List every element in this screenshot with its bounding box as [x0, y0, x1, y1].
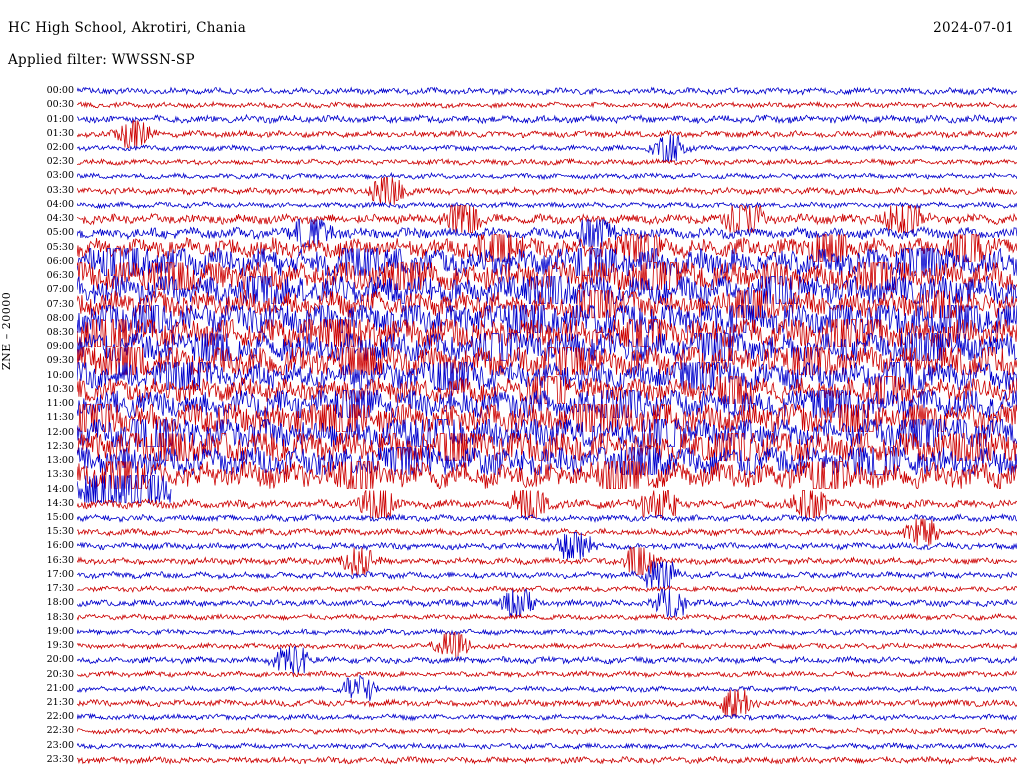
- time-tick-label: 02:00: [46, 142, 74, 154]
- time-tick-label: 13:30: [46, 469, 74, 481]
- time-tick-label: 03:00: [46, 170, 74, 182]
- time-tick-label: 19:30: [46, 640, 74, 652]
- time-tick-label: 00:30: [46, 99, 74, 111]
- time-tick-label: 14:00: [46, 483, 74, 495]
- time-tick-label: 12:30: [46, 440, 74, 452]
- time-tick-label: 18:30: [46, 611, 74, 623]
- time-tick-label: 08:00: [46, 312, 74, 324]
- time-tick-label: 05:30: [46, 241, 74, 253]
- time-tick-label: 10:30: [46, 383, 74, 395]
- applied-filter-label: Applied filter: WWSSN-SP: [8, 52, 195, 68]
- time-tick-label: 22:30: [46, 725, 74, 737]
- time-tick-label: 07:30: [46, 298, 74, 310]
- time-tick-label: 03:30: [46, 184, 74, 196]
- time-tick-label: 00:00: [46, 85, 74, 97]
- time-tick-label: 17:00: [46, 568, 74, 580]
- page-title: HC High School, Akrotiri, Chania: [8, 20, 247, 36]
- time-tick-label: 23:30: [46, 753, 74, 765]
- time-tick-label: 07:00: [46, 284, 74, 296]
- time-tick-label: 01:00: [46, 113, 74, 125]
- time-tick-label: 05:00: [46, 227, 74, 239]
- time-tick-label: 02:30: [46, 156, 74, 168]
- time-tick-label: 21:30: [46, 696, 74, 708]
- time-tick-label: 15:30: [46, 526, 74, 538]
- time-tick-label: 08:30: [46, 327, 74, 338]
- time-tick-label: 21:00: [46, 682, 74, 694]
- time-tick-label: 23:00: [46, 739, 74, 751]
- time-tick-label: 09:00: [46, 341, 74, 353]
- time-tick-label: 04:00: [46, 198, 74, 210]
- time-tick-label: 12:00: [46, 426, 74, 438]
- time-tick-label: 06:30: [46, 270, 74, 282]
- time-tick-label: 11:00: [46, 398, 74, 410]
- time-tick-label: 06:00: [46, 255, 74, 267]
- time-tick-label: 16:30: [46, 554, 74, 566]
- time-axis-ticks: [0, 84, 74, 767]
- seismic-trace: [77, 746, 1017, 774]
- time-tick-label: 13:00: [46, 455, 74, 467]
- y-axis-label-text: ZNE – 20000: [0, 291, 13, 370]
- time-tick-label: 04:30: [46, 213, 74, 225]
- time-tick-label: 15:00: [46, 511, 74, 523]
- time-tick-label: 11:30: [46, 412, 74, 424]
- time-tick-label: 14:30: [46, 497, 74, 509]
- time-tick-label: 16:00: [46, 540, 74, 552]
- time-tick-label: 17:30: [46, 583, 74, 595]
- time-tick-label: 09:30: [46, 355, 74, 367]
- record-date: 2024-07-01: [933, 20, 1014, 36]
- time-tick-label: 01:30: [46, 127, 74, 139]
- time-tick-label: 10:00: [46, 369, 74, 381]
- time-tick-label: 20:00: [46, 654, 74, 666]
- time-tick-label: 20:30: [46, 668, 74, 680]
- seismogram-plot: [77, 84, 1017, 767]
- time-tick-label: 18:00: [46, 597, 74, 609]
- time-tick-label: 19:00: [46, 625, 74, 637]
- time-tick-label: 22:00: [46, 711, 74, 723]
